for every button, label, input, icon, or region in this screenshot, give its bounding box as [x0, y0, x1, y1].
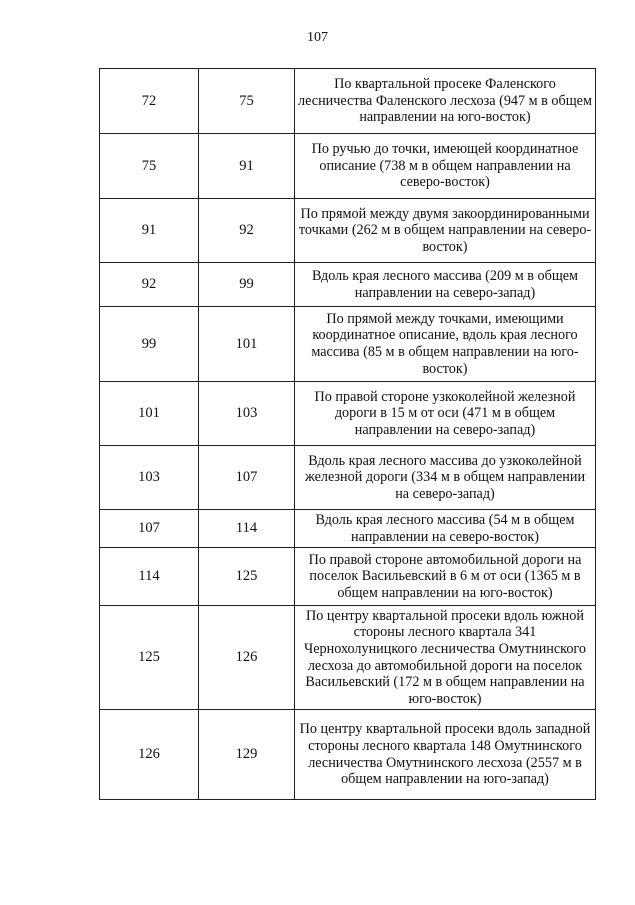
- description-cell: По правой стороне узкоколейной железной дороги в 15 м от оси (471 м в общем направлении на северо-запад): [295, 382, 596, 446]
- description-cell: Вдоль края лесного массива (54 м в общем направлении на северо-восток): [295, 510, 596, 548]
- from-point-cell: 75: [100, 134, 199, 199]
- to-point-cell: 92: [199, 199, 295, 263]
- from-point-cell: 92: [100, 263, 199, 307]
- from-point-cell: 91: [100, 199, 199, 263]
- table-row: [100, 510, 596, 548]
- description-cell: Вдоль края лесного массива (209 м в общем направлении на северо-запад): [295, 263, 596, 307]
- table-row: [100, 307, 596, 382]
- to-point-cell: 107: [199, 446, 295, 510]
- table-row: [100, 606, 596, 710]
- page-number: 107: [307, 30, 328, 45]
- from-point-cell: 72: [100, 69, 199, 134]
- to-point-cell: 114: [199, 510, 295, 548]
- table-row: [100, 382, 596, 446]
- to-point-cell: 99: [199, 263, 295, 307]
- description-cell: Вдоль края лесного массива до узкоколейной железной дороги (334 м в общем направлении на северо-запад): [295, 446, 596, 510]
- table-row: [100, 446, 596, 510]
- to-point-cell: 75: [199, 69, 295, 134]
- from-point-cell: 99: [100, 307, 199, 382]
- from-point-cell: 101: [100, 382, 199, 446]
- description-cell: По центру квартальной просеки вдоль южной стороны лесного квартала 341 Чернохолуницкого лесничества Омутнинского лесхоза до автомобильной дороги на поселок Васильевский (172 м в общем направлении на юго-восток): [295, 606, 596, 710]
- table-row: [100, 134, 596, 199]
- boundary-table: [99, 68, 596, 800]
- description-cell: По центру квартальной просеки вдоль западной стороны лесного квартала 148 Омутнинского лесничества Омутнинского лесхоза (2557 м в общем направлении на юго-запад): [295, 710, 596, 800]
- to-point-cell: 129: [199, 710, 295, 800]
- to-point-cell: 126: [199, 606, 295, 710]
- from-point-cell: 114: [100, 548, 199, 606]
- description-cell: По правой стороне автомобильной дороги на поселок Васильевский в 6 м от оси (1365 м в общем направлении на юго-восток): [295, 548, 596, 606]
- table-row: [100, 710, 596, 800]
- table-row: [100, 199, 596, 263]
- table-row: [100, 69, 596, 134]
- description-cell: По ручью до точки, имеющей координатное описание (738 м в общем направлении на северо-восток): [295, 134, 596, 199]
- from-point-cell: 107: [100, 510, 199, 548]
- description-cell: По квартальной просеке Фаленского лесничества Фаленского лесхоза (947 м в общем направлении на юго-восток): [295, 69, 596, 134]
- table-row: [100, 548, 596, 606]
- to-point-cell: 125: [199, 548, 295, 606]
- description-cell: По прямой между точками, имеющими координатное описание, вдоль края лесного массива (85 м в общем направлении на юго-восток): [295, 307, 596, 382]
- from-point-cell: 125: [100, 606, 199, 710]
- table-row: [100, 263, 596, 307]
- to-point-cell: 101: [199, 307, 295, 382]
- from-point-cell: 126: [100, 710, 199, 800]
- description-cell: По прямой между двумя закоординированными точками (262 м в общем направлении на северо-восток): [295, 199, 596, 263]
- to-point-cell: 103: [199, 382, 295, 446]
- from-point-cell: 103: [100, 446, 199, 510]
- to-point-cell: 91: [199, 134, 295, 199]
